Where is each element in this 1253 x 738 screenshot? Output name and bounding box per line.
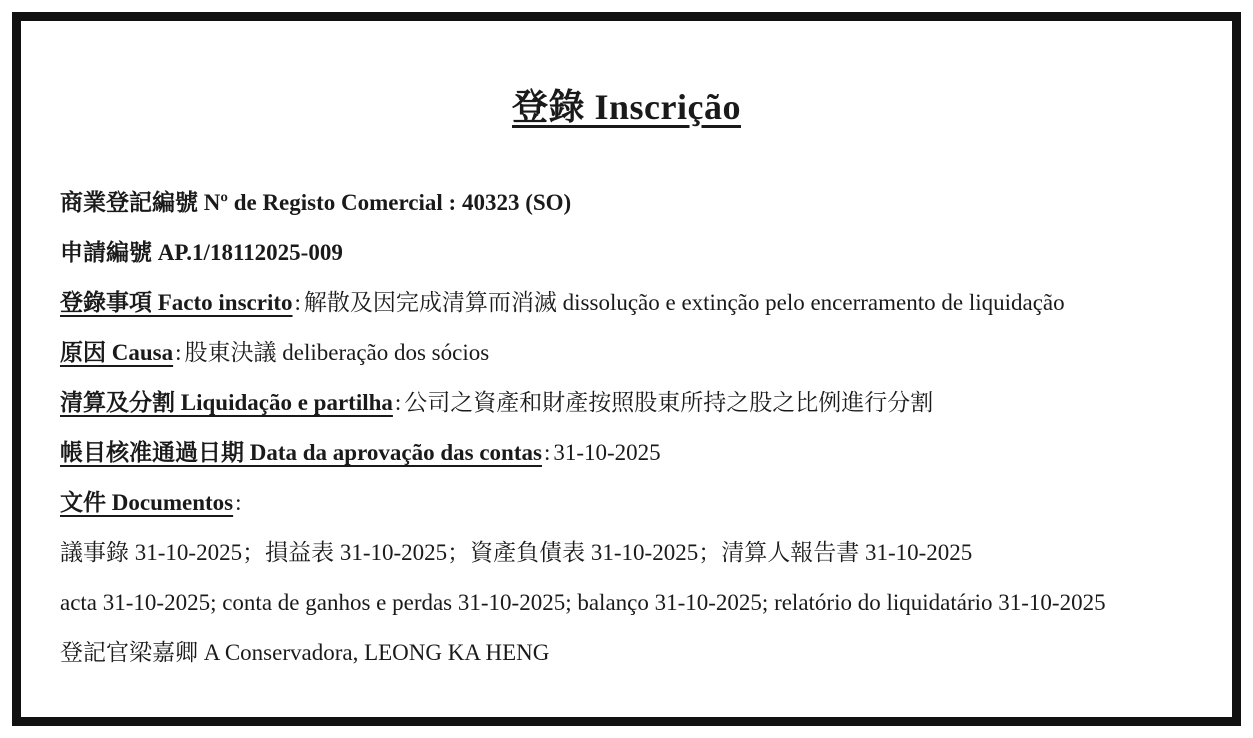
field-value-facto-inscrito: 解散及因完成清算而消滅 dissolução e extinção pelo encerramento de liquidação — [303, 290, 1065, 315]
document-body — [60, 186, 1235, 686]
field-label-liquidacao: 清算及分割 Liquidação e partilha — [60, 390, 393, 415]
documents-portuguese-line: acta 31-10-2025; conta de ganhos e perdas 31-10-2025; balanço 31-10-2025; relatório do liquidatário 31-10-2025 — [60, 590, 1106, 615]
field-causa: 原因 Causa: 股東決議 deliberação dos sócios — [60, 340, 490, 365]
application-number-line: 申請編號 AP.1/18112025-009 — [60, 240, 343, 265]
field-liquidacao: 清算及分割 Liquidação e partilha: 公司之資產和財產按照股東所持之股之比例進行分割 — [60, 390, 934, 415]
title-text: 登錄 Inscrição — [512, 87, 741, 127]
field-data-aprovacao: 帳目核准通過日期 Data da aprovação das contas: 31-10-2025 — [60, 440, 661, 465]
field-value-causa: 股東決議 deliberação dos sócios — [184, 340, 490, 365]
documents-chinese-line: 議事錄 31-10-2025；損益表 31-10-2025；資產負債表 31-10-2025；清算人報告書 31-10-2025 — [60, 540, 973, 565]
field-label-documentos: 文件 Documentos — [60, 490, 234, 515]
registration-number-line: 商業登記編號 Nº de Registo Comercial : 40323 (SO) — [60, 190, 572, 215]
field-documentos: 文件 Documentos: — [60, 490, 242, 515]
document-title — [21, 79, 1232, 130]
field-value-liquidacao: 公司之資產和財產按照股東所持之股之比例進行分割 — [404, 390, 934, 415]
signature-line: 登記官梁嘉卿 A Conservadora, LEONG KA HENG — [60, 640, 550, 665]
document-frame — [12, 12, 1241, 726]
field-label-data-aprovacao: 帳目核准通過日期 Data da aprovação das contas — [60, 440, 542, 465]
field-facto-inscrito: 登錄事項 Facto inscrito: 解散及因完成清算而消滅 dissolução e extinção pelo encerramento de liquidação — [60, 290, 1065, 315]
field-label-facto-inscrito: 登錄事項 Facto inscrito — [60, 290, 293, 315]
field-label-causa: 原因 Causa — [60, 340, 174, 365]
field-value-data-aprovacao: 31-10-2025 — [553, 440, 661, 465]
